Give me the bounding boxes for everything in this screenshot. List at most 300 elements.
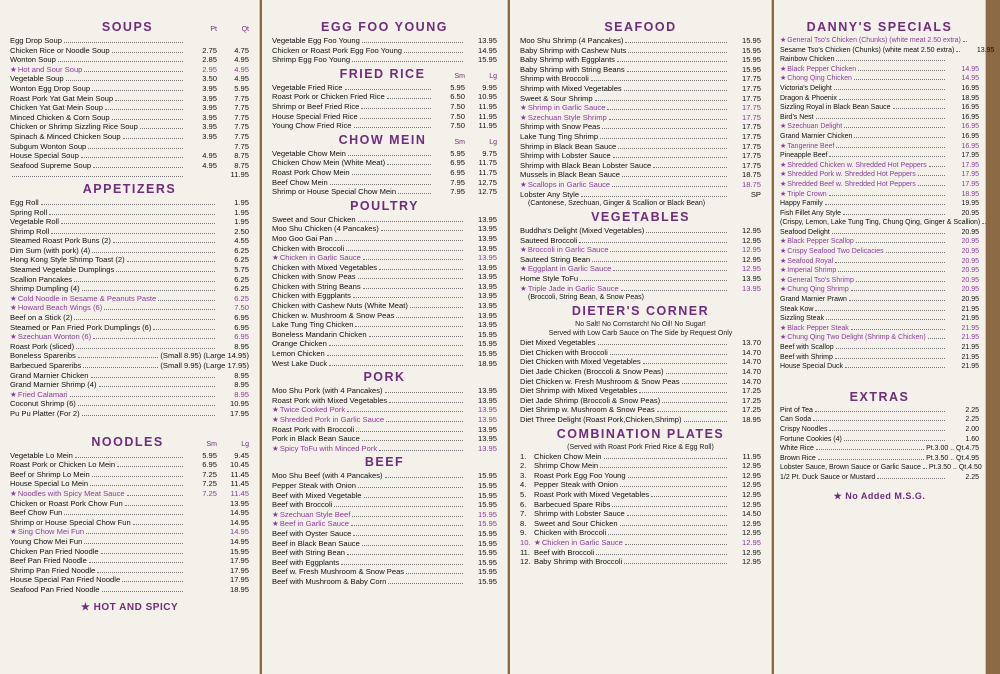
- menu-item: [272, 405, 497, 415]
- leader: [838, 271, 945, 272]
- leader: [66, 80, 183, 81]
- menu-item: [520, 284, 761, 294]
- item-price-sizes: (Small 9.95) (Large 17.95): [160, 361, 249, 370]
- item-price-large: 11.95: [478, 121, 497, 131]
- menu-item: [272, 158, 497, 168]
- menu-item: [780, 237, 979, 247]
- leader: [624, 90, 727, 91]
- item-price: 17.75: [741, 103, 761, 113]
- leader: [844, 440, 945, 441]
- menu-item: [10, 518, 249, 528]
- item-price: 18.95: [741, 415, 761, 424]
- menu-item: [780, 113, 979, 123]
- item-price: 17.75: [741, 93, 761, 103]
- item-price-large: 7.75: [234, 112, 249, 122]
- item-name: Victoria's Delight: [780, 84, 832, 92]
- item-name: Pineapple Beef: [780, 152, 828, 160]
- item-name: Roast Pork (sliced): [10, 341, 75, 351]
- item-name: Roast Pork with Mixed Vegetables: [534, 489, 650, 499]
- item-price: 13.95: [477, 386, 497, 396]
- item-name: Beef with Eggplants: [272, 557, 340, 567]
- leader: [356, 431, 463, 432]
- item-price: 12.95: [741, 470, 761, 480]
- menu-item: [780, 209, 979, 219]
- leader: [856, 242, 945, 243]
- item-name: Beef on a Stick (2): [10, 313, 73, 323]
- item-name: ★ Noodles with Spicy Meat Sauce: [10, 489, 125, 499]
- leader: [327, 355, 463, 356]
- col-pt: Pt: [210, 26, 217, 33]
- leader: [651, 496, 727, 497]
- item-price: 21.95: [961, 344, 979, 351]
- menu-item: [780, 151, 979, 161]
- leader: [104, 309, 215, 310]
- leader: [621, 290, 727, 291]
- leader: [362, 42, 463, 43]
- item-name: Diet Three Delight (Roast Pork,Chicken,Shrimp): [520, 415, 682, 424]
- menu-item: [520, 548, 761, 558]
- section-title: SOUPS: [101, 20, 154, 34]
- menu-item: [10, 380, 249, 390]
- item-name: Moo Shu Chicken (4 Pancakes): [272, 224, 379, 234]
- leader: [956, 51, 960, 52]
- item-price: 12.95: [741, 557, 761, 567]
- item-price: SP: [750, 189, 761, 199]
- menu-item: [520, 161, 761, 171]
- item-name: Sweet & Sour Shrimp: [520, 93, 593, 103]
- item-price-large: 4.95: [234, 55, 249, 65]
- item-price-large: 14.95: [229, 508, 249, 518]
- leader: [612, 506, 727, 507]
- leader: [41, 204, 215, 205]
- item-price-small: 4.95: [202, 160, 217, 170]
- item-price: 2.25: [965, 416, 979, 424]
- item-price: 12.95: [741, 235, 761, 245]
- item-name: ★ Chung Qing Shrimp: [780, 285, 849, 295]
- noodles-section: [10, 433, 249, 595]
- leader: [829, 430, 945, 431]
- item-name: ★ Triple Jade in Garlic Sauce: [520, 284, 619, 294]
- item-price: 15.95: [477, 480, 497, 490]
- leader: [832, 233, 945, 234]
- menu-item: [272, 291, 497, 301]
- item-name: Chicken Pan Fried Noodle: [10, 546, 99, 556]
- item-price: 16.95: [961, 142, 979, 150]
- chow-mein-section: [272, 131, 497, 197]
- leader: [360, 118, 431, 119]
- item-price: 12.95: [741, 461, 761, 471]
- item-name: Sizzling Steak: [780, 315, 824, 323]
- leader: [78, 405, 215, 406]
- leader: [385, 477, 463, 478]
- leader: [982, 223, 986, 224]
- dieters-corner-section: [520, 304, 761, 424]
- section-title: APPETIZERS: [82, 181, 177, 196]
- menu-item: [272, 55, 497, 65]
- menu-item: [780, 257, 979, 267]
- item-name: Wonton Egg Drop Soup: [10, 83, 91, 93]
- leader: [369, 336, 463, 337]
- menu-item: [272, 36, 497, 46]
- item-price: 13.95: [741, 283, 761, 293]
- item-price-large: 11.45: [230, 469, 249, 479]
- item-price: 13.95: [477, 424, 497, 434]
- item-name: Chicken with Broccoli: [534, 528, 607, 538]
- menu-item: [520, 519, 761, 529]
- item-price: 17.95: [961, 180, 979, 188]
- leader: [613, 270, 727, 271]
- item-name: Shrimp or House Special Chow Fun: [10, 517, 131, 527]
- menu-item: [520, 452, 761, 462]
- leader: [596, 554, 727, 555]
- menu-item: [272, 396, 497, 406]
- leader: [352, 174, 431, 175]
- leader: [829, 195, 945, 196]
- leader: [620, 525, 727, 526]
- leader: [653, 167, 727, 168]
- leader: [858, 70, 945, 71]
- item-price: 13.95: [477, 214, 497, 224]
- leader: [334, 506, 463, 507]
- menu-item: [520, 113, 761, 123]
- item-price: 12.95: [741, 480, 761, 490]
- leader: [99, 386, 215, 387]
- item-price-large: 18.95: [229, 584, 249, 594]
- menu-item: [10, 547, 249, 557]
- item-price: 13.95: [477, 434, 497, 444]
- item-price: 15.95: [741, 55, 761, 65]
- item-name: Beef with Broccoli: [534, 547, 595, 557]
- leader: [684, 421, 728, 422]
- item-price: 7.50: [234, 303, 249, 313]
- section-title: CHOW MEIN: [338, 132, 427, 147]
- leader: [70, 396, 215, 397]
- leader: [600, 467, 727, 468]
- item-price-small: 7.50: [450, 121, 465, 131]
- leader: [854, 137, 945, 138]
- leader: [610, 251, 727, 252]
- leader: [385, 392, 463, 393]
- leader: [92, 252, 215, 253]
- leader: [81, 157, 183, 158]
- menu-item: [780, 180, 979, 190]
- item-price: 13.95: [477, 301, 497, 311]
- item-price: 6.95: [234, 313, 249, 323]
- leader: [49, 214, 215, 215]
- menu-item: [10, 566, 249, 576]
- item-name: Chicken w. Mushroom & Snow Peas: [272, 310, 395, 320]
- menu-item: [10, 575, 249, 585]
- leader: [329, 345, 463, 346]
- item-name: Beef w. Fresh Mushroom & Snow Peas: [272, 567, 405, 577]
- leader: [346, 250, 463, 251]
- item-name: ★ Chung Qing Two Delight (Shrimp & Chicken): [780, 333, 926, 343]
- menu-item: [272, 311, 497, 321]
- item-name: ★ Black Pepper Chicken: [780, 65, 856, 75]
- leader: [657, 411, 727, 412]
- leader: [78, 357, 159, 358]
- menu-item: [780, 247, 979, 257]
- section-title: BEEF: [364, 455, 405, 470]
- menu-item: [520, 557, 761, 567]
- item-price-large: 12.75: [477, 177, 497, 187]
- item-price: 19.95: [961, 200, 979, 208]
- item-price: 6.25: [234, 245, 249, 255]
- item-price-small: 7.25: [202, 469, 217, 479]
- item-name: Happy Family: [780, 200, 823, 208]
- leader: [82, 415, 215, 416]
- item-name: Baby Shrimp with Cashew Nuts: [520, 45, 627, 55]
- item-name: Grand Marnier Prawn: [780, 296, 847, 304]
- menu-item: [10, 36, 249, 46]
- leader: [153, 329, 215, 330]
- item-name: Grand Marnier Chicken: [780, 132, 853, 140]
- item-price-large: 14.95: [229, 517, 249, 527]
- menu-item: [272, 83, 497, 93]
- leader: [628, 52, 727, 53]
- item-name: House Special Duck: [780, 363, 844, 371]
- leader: [379, 269, 463, 270]
- menu-item: [10, 198, 249, 208]
- menu-item: [272, 548, 497, 558]
- item-number: 6.: [520, 499, 527, 509]
- item-number: 12.: [520, 557, 531, 567]
- item-name: Egg Drop Soup: [10, 36, 62, 45]
- menu-item: [520, 509, 761, 519]
- menu-item: [10, 479, 249, 489]
- leader: [102, 591, 184, 592]
- leader: [387, 98, 431, 99]
- menu-item: [520, 142, 761, 152]
- menu-item: [10, 217, 249, 227]
- item-price: 17.75: [741, 112, 761, 122]
- leader: [612, 186, 727, 187]
- item-price: 17.95: [961, 161, 979, 169]
- menu-item: [272, 187, 497, 197]
- item-price: 20.95: [961, 286, 979, 294]
- item-name: Chicken with Mixed Vegetables: [272, 262, 378, 272]
- menu-item: [272, 301, 497, 311]
- menu-item: [780, 276, 979, 286]
- menu-item: [520, 528, 761, 538]
- item-price: 18.95: [961, 190, 979, 198]
- item-price: 21.95: [961, 324, 979, 332]
- item-price: 6.25: [234, 293, 249, 303]
- menu-item: [272, 558, 497, 568]
- menu-item: [520, 245, 761, 255]
- item-price-large: 9.95: [482, 82, 497, 92]
- item-price: 20.95: [961, 296, 979, 304]
- leader: [82, 290, 215, 291]
- item-price: 21.95: [961, 305, 979, 313]
- leader: [406, 573, 463, 574]
- leader: [813, 420, 945, 421]
- item-name: Shrimp Chow Mein: [534, 461, 599, 471]
- item-price: 12.95: [741, 528, 761, 538]
- menu-item: [780, 142, 979, 152]
- item-name: ★ Sing Chow Mei Fun: [10, 527, 84, 537]
- leader: [816, 118, 945, 119]
- item-name: Wonton Soup: [10, 55, 56, 65]
- item-number: 4.: [520, 480, 527, 490]
- leader: [607, 109, 727, 110]
- item-price: 2.25: [965, 473, 979, 481]
- menu-item: [520, 490, 761, 500]
- item-price: 13.95: [477, 291, 497, 301]
- item-price: 17.95: [961, 171, 979, 179]
- menu-item: [780, 415, 979, 425]
- leader: [84, 543, 183, 544]
- col-lg: Lg: [489, 72, 497, 80]
- item-name: (Crispy, Lemon, Lake Tung Ting, Chung Qing, Ginger & Scallion): [780, 219, 981, 227]
- leader: [364, 497, 464, 498]
- item-name: Chicken Chow Mein (White Meat): [272, 158, 386, 168]
- hot-spicy-legend: ★ HOT AND SPICY: [10, 602, 249, 613]
- leader: [351, 525, 463, 526]
- item-price: Pt.3.50 .. Qt.4.50: [928, 464, 982, 472]
- menu-item: [520, 264, 761, 274]
- menu-item: [10, 470, 249, 480]
- item-price-large: 11.45: [230, 488, 249, 498]
- leader: [353, 535, 463, 536]
- menu-item: [272, 168, 497, 178]
- leader: [388, 583, 463, 584]
- leader: [117, 466, 183, 467]
- item-name: Chicken or Shrimp Sizzling Rice Soup: [10, 122, 138, 132]
- dannys-specials-section: [780, 20, 995, 372]
- item-name: Roast Pork Chow Mein: [272, 167, 350, 177]
- item-name: Sauteed String Bean: [520, 254, 591, 264]
- item-name: Pepper Steak with Onion: [272, 480, 357, 490]
- menu-item: [520, 461, 761, 471]
- menu-item: [272, 253, 497, 263]
- item-price: 1.95: [234, 217, 249, 227]
- item-name: ★ Black Pepper Steak: [780, 324, 849, 334]
- menu-item: [10, 74, 249, 84]
- item-price: 20.95: [961, 248, 979, 256]
- item-price: 15.95: [741, 64, 761, 74]
- item-price: 8.95: [234, 389, 249, 399]
- menu-item: [10, 371, 249, 381]
- menu-item: [272, 471, 497, 481]
- leader: [90, 485, 183, 486]
- menu-item: [272, 349, 497, 359]
- leader: [83, 367, 158, 368]
- item-name: Home Style ToFu: [520, 274, 579, 284]
- item-price: 15.95: [477, 567, 497, 577]
- item-name: Brown Rice: [780, 454, 816, 462]
- menu-item: [10, 132, 249, 142]
- item-price-large: 9.75: [482, 148, 497, 158]
- item-name: ★ Crispy Seafood Two Delicacies: [780, 247, 884, 257]
- item-price-large: 9.45: [234, 450, 249, 460]
- item-name: Bird's Nest: [780, 113, 814, 121]
- item-number: 7.: [520, 509, 527, 519]
- item-name: Diet Jade Chicken (Broccoli & Snow Peas): [520, 367, 664, 377]
- item-number: 9.: [520, 528, 527, 538]
- item-price-large: 10.95: [477, 92, 497, 102]
- menu-item: [10, 399, 249, 409]
- menu-item: [780, 36, 979, 46]
- item-price: 16.95: [961, 84, 979, 92]
- item-name: Vegetable Soup: [10, 74, 64, 84]
- item-name: Lobster Sauce, Brown Sauce or Garlic Sauce: [780, 464, 921, 472]
- menu-item: [520, 500, 761, 510]
- item-price: 17.75: [741, 83, 761, 93]
- menu-item: [780, 444, 979, 454]
- item-name: Chicken Yat Gat Mein Soup: [10, 103, 104, 113]
- menu-item: [780, 295, 979, 305]
- leader: [963, 41, 967, 42]
- menu-item: [272, 491, 497, 501]
- menu-item: [780, 435, 979, 445]
- menu-item: [272, 282, 497, 292]
- item-name: ★ Chicken in Garlic Sauce: [272, 253, 361, 263]
- menu-item: [780, 84, 979, 94]
- item-price: 1.95: [234, 197, 249, 207]
- section-subtitle: Served with Low Carb Sauce on The Side by Request Only: [548, 330, 733, 338]
- item-name: ★ Eggplant in Garlic Sauce: [520, 264, 611, 274]
- item-price: 14.70: [741, 367, 761, 377]
- leader: [613, 157, 727, 158]
- menu-item: [520, 274, 761, 284]
- leader: [844, 127, 945, 128]
- item-price-small: 6.95: [450, 158, 465, 168]
- item-name: 1/2 Pt. Duck Sauce or Mustard: [780, 473, 876, 481]
- menu-item: [10, 451, 249, 461]
- item-name: Can Soda: [780, 416, 812, 424]
- item-name: Pu Pu Platter (For 2): [10, 408, 80, 418]
- section-title: COMBINATION PLATES: [556, 426, 725, 441]
- menu-item: [272, 263, 497, 273]
- item-name: ★ General Tso's Shrimp: [780, 276, 854, 286]
- menu-item: [10, 227, 249, 237]
- col-lg: Lg: [241, 440, 249, 448]
- item-price: 21.95: [961, 353, 979, 361]
- menu-item: [10, 284, 249, 294]
- leader: [93, 167, 183, 168]
- item-price: 12.95: [741, 489, 761, 499]
- menu-item: [10, 342, 249, 352]
- menu-item: [520, 236, 761, 246]
- col-sm: Sm: [454, 72, 465, 80]
- item-name: ★ Tangerine Beef: [780, 142, 834, 152]
- item-price: 15.95: [477, 55, 497, 65]
- item-name: Beef with Broccoli: [272, 500, 333, 510]
- item-name: Vegetable Roll: [10, 217, 59, 227]
- leader: [666, 373, 728, 374]
- item-name: House Special Soup: [10, 151, 79, 161]
- item-name: ★ Shredded Pork in Garlic Sauce: [272, 415, 384, 425]
- item-name: Grand Marnier Shrimp (4): [10, 380, 97, 390]
- menu-item: [780, 343, 979, 353]
- menu-item: [10, 122, 249, 132]
- item-price-large: 11.95: [478, 101, 497, 111]
- leader: [101, 553, 183, 554]
- item-name: Beef with Shrimp: [780, 353, 833, 361]
- menu-item: [10, 161, 249, 171]
- item-name: ★ Shredded Pork w. Shredded Hot Peppers: [780, 170, 916, 180]
- item-price: 16.95: [961, 104, 979, 112]
- leader: [348, 155, 431, 156]
- item-name: ★ Imperial Shrimp: [780, 266, 836, 276]
- menu-item: [10, 55, 249, 65]
- menu-item: [272, 234, 497, 244]
- menu-item: [272, 567, 497, 577]
- item-name: Chicken or Roast Pork Chow Fun: [10, 498, 123, 508]
- section-title: VEGETABLES: [591, 210, 690, 225]
- item-name: Seafood Pan Fried Noodle: [10, 584, 100, 594]
